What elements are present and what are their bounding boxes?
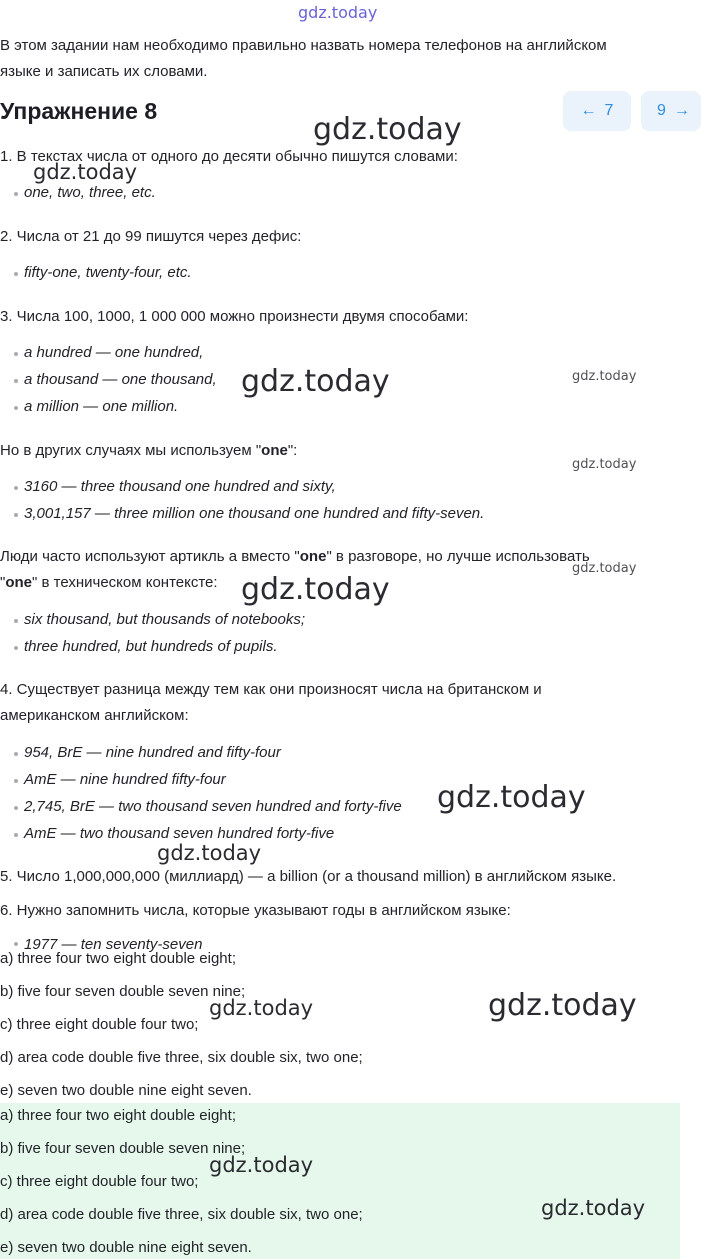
bullet-dot-icon <box>14 192 18 196</box>
watermark: gdz.today <box>241 572 390 607</box>
bullet-dot-icon <box>14 779 18 783</box>
text-part: " в разговоре, но лучше использовать <box>326 548 590 565</box>
watermark: gdz.today <box>241 364 390 399</box>
answer-line-green: b) five four seven double seven nine; <box>0 1140 246 1157</box>
text-part: " <box>0 574 6 591</box>
bold-one: one <box>299 548 327 565</box>
bullet-item: 3160 — three thousand one hundred and sixty, <box>24 478 336 495</box>
text-part: Но в других случаях мы используем " <box>0 442 262 459</box>
answer-line: b) five four seven double seven nine; <box>0 983 246 1000</box>
bullet-dot-icon <box>14 486 18 490</box>
watermark: gdz.today <box>572 457 637 472</box>
bullet-item: 1977 — ten seventy-seven <box>24 936 203 953</box>
bullet-dot-icon <box>14 619 18 623</box>
theory-point-8: 6. Нужно запомнить числа, которые указывают годы в английском языке: <box>0 902 511 919</box>
watermark: gdz.today <box>488 988 637 1023</box>
answer-line-green: a) three four two eight double eight; <box>0 1107 236 1124</box>
watermark: gdz.today <box>33 160 138 184</box>
watermark: gdz.today <box>157 841 262 865</box>
bullet-dot-icon <box>14 646 18 650</box>
bullet-item: six thousand, but thousands of notebooks; <box>24 611 306 628</box>
theory-point-5-line-1 <box>0 548 590 565</box>
answer-line: c) three eight double four two; <box>0 1016 199 1033</box>
answer-line: d) area code double five three, six double six, two one; <box>0 1049 363 1066</box>
text-part: ": <box>287 442 298 459</box>
bullet-item: AmE — nine hundred fifty-four <box>24 771 226 788</box>
bold-one: one <box>5 574 32 591</box>
text-part: " в техническом контексте: <box>32 574 218 591</box>
answer-line-green: e) seven two double nine eight seven. <box>0 1239 252 1256</box>
bullet-item: one, two, three, etc. <box>24 184 156 201</box>
theory-point-5-line-2 <box>0 574 218 591</box>
prev-exercise-label: 7 <box>604 102 614 119</box>
watermark: gdz.today <box>313 112 462 147</box>
theory-point-6-line-1: 4. Существует разница между тем как они произносят числа на британском и <box>0 681 542 698</box>
bullet-dot-icon <box>14 406 18 410</box>
answer-line: e) seven two double nine eight seven. <box>0 1082 252 1099</box>
watermark: gdz.today <box>209 1153 314 1177</box>
bullet-dot-icon <box>14 513 18 517</box>
bullet-item: fifty-one, twenty-four, etc. <box>24 264 192 281</box>
watermark: gdz.today <box>209 996 314 1020</box>
intro-line-2: языке и записать их словами. <box>0 63 208 80</box>
arrow-left-icon: ← <box>580 102 597 119</box>
watermark: gdz.today <box>437 780 586 815</box>
bullet-item: 3,001,157 — three million one thousand one hundred and fifty-seven. <box>24 505 485 522</box>
watermark: gdz.today <box>572 369 637 384</box>
bullet-dot-icon <box>14 833 18 837</box>
bullet-dot-icon <box>14 752 18 756</box>
bullet-dot-icon <box>14 942 18 946</box>
theory-point-3: 3. Числа 100, 1000, 1 000 000 можно произнести двумя способами: <box>0 308 469 325</box>
bullet-item: a million — one million. <box>24 398 179 415</box>
answer-line-green: c) three eight double four two; <box>0 1173 199 1190</box>
next-exercise-label: 9 <box>657 102 666 119</box>
bullet-dot-icon <box>14 352 18 356</box>
bullet-dot-icon <box>14 272 18 276</box>
bullet-dot-icon <box>14 806 18 810</box>
cut-off-line <box>0 936 300 953</box>
theory-point-7: 5. Число 1,000,000,000 (миллиард) — a billion (or a thousand million) в английском языке. <box>0 868 617 885</box>
bullet-item: 954, BrE — nine hundred and fifty-four <box>24 744 281 761</box>
intro-line-1: В этом задании нам необходимо правильно назвать номера телефонов на английском <box>0 37 607 54</box>
bullet-item: a hundred — one hundred, <box>24 344 204 361</box>
watermark: gdz.today <box>572 561 637 576</box>
answer-line-green: d) area code double five three, six double six, two one; <box>0 1206 363 1223</box>
bullet-item: 2,745, BrE — two thousand seven hundred and forty-five <box>24 798 402 815</box>
bold-one: one <box>261 442 288 459</box>
theory-point-1: 1. В текстах числа от одного до десяти обычно пишутся словами: <box>0 148 458 165</box>
bullet-item: three hundred, but hundreds of pupils. <box>24 638 278 655</box>
watermark: gdz.today <box>541 1196 646 1220</box>
text-part: Люди часто используют артикль a вместо " <box>0 548 300 565</box>
answer-line: a) three four two eight double eight; <box>0 950 236 967</box>
prev-exercise-button[interactable] <box>563 91 631 131</box>
site-logo[interactable]: gdz.today <box>298 3 378 22</box>
bullet-dot-icon <box>14 379 18 383</box>
arrow-right-icon: → <box>673 102 690 119</box>
bullet-item: AmE — two thousand seven hundred forty-five <box>24 825 335 842</box>
theory-point-6-line-2: американском английском: <box>0 707 189 724</box>
exercise-title: Упражнение 8 <box>0 98 158 124</box>
theory-point-2: 2. Числа от 21 до 99 пишутся через дефис: <box>0 228 302 245</box>
bullet-item: a thousand — one thousand, <box>24 371 217 388</box>
theory-point-4 <box>0 442 297 459</box>
next-exercise-button[interactable] <box>641 91 701 131</box>
